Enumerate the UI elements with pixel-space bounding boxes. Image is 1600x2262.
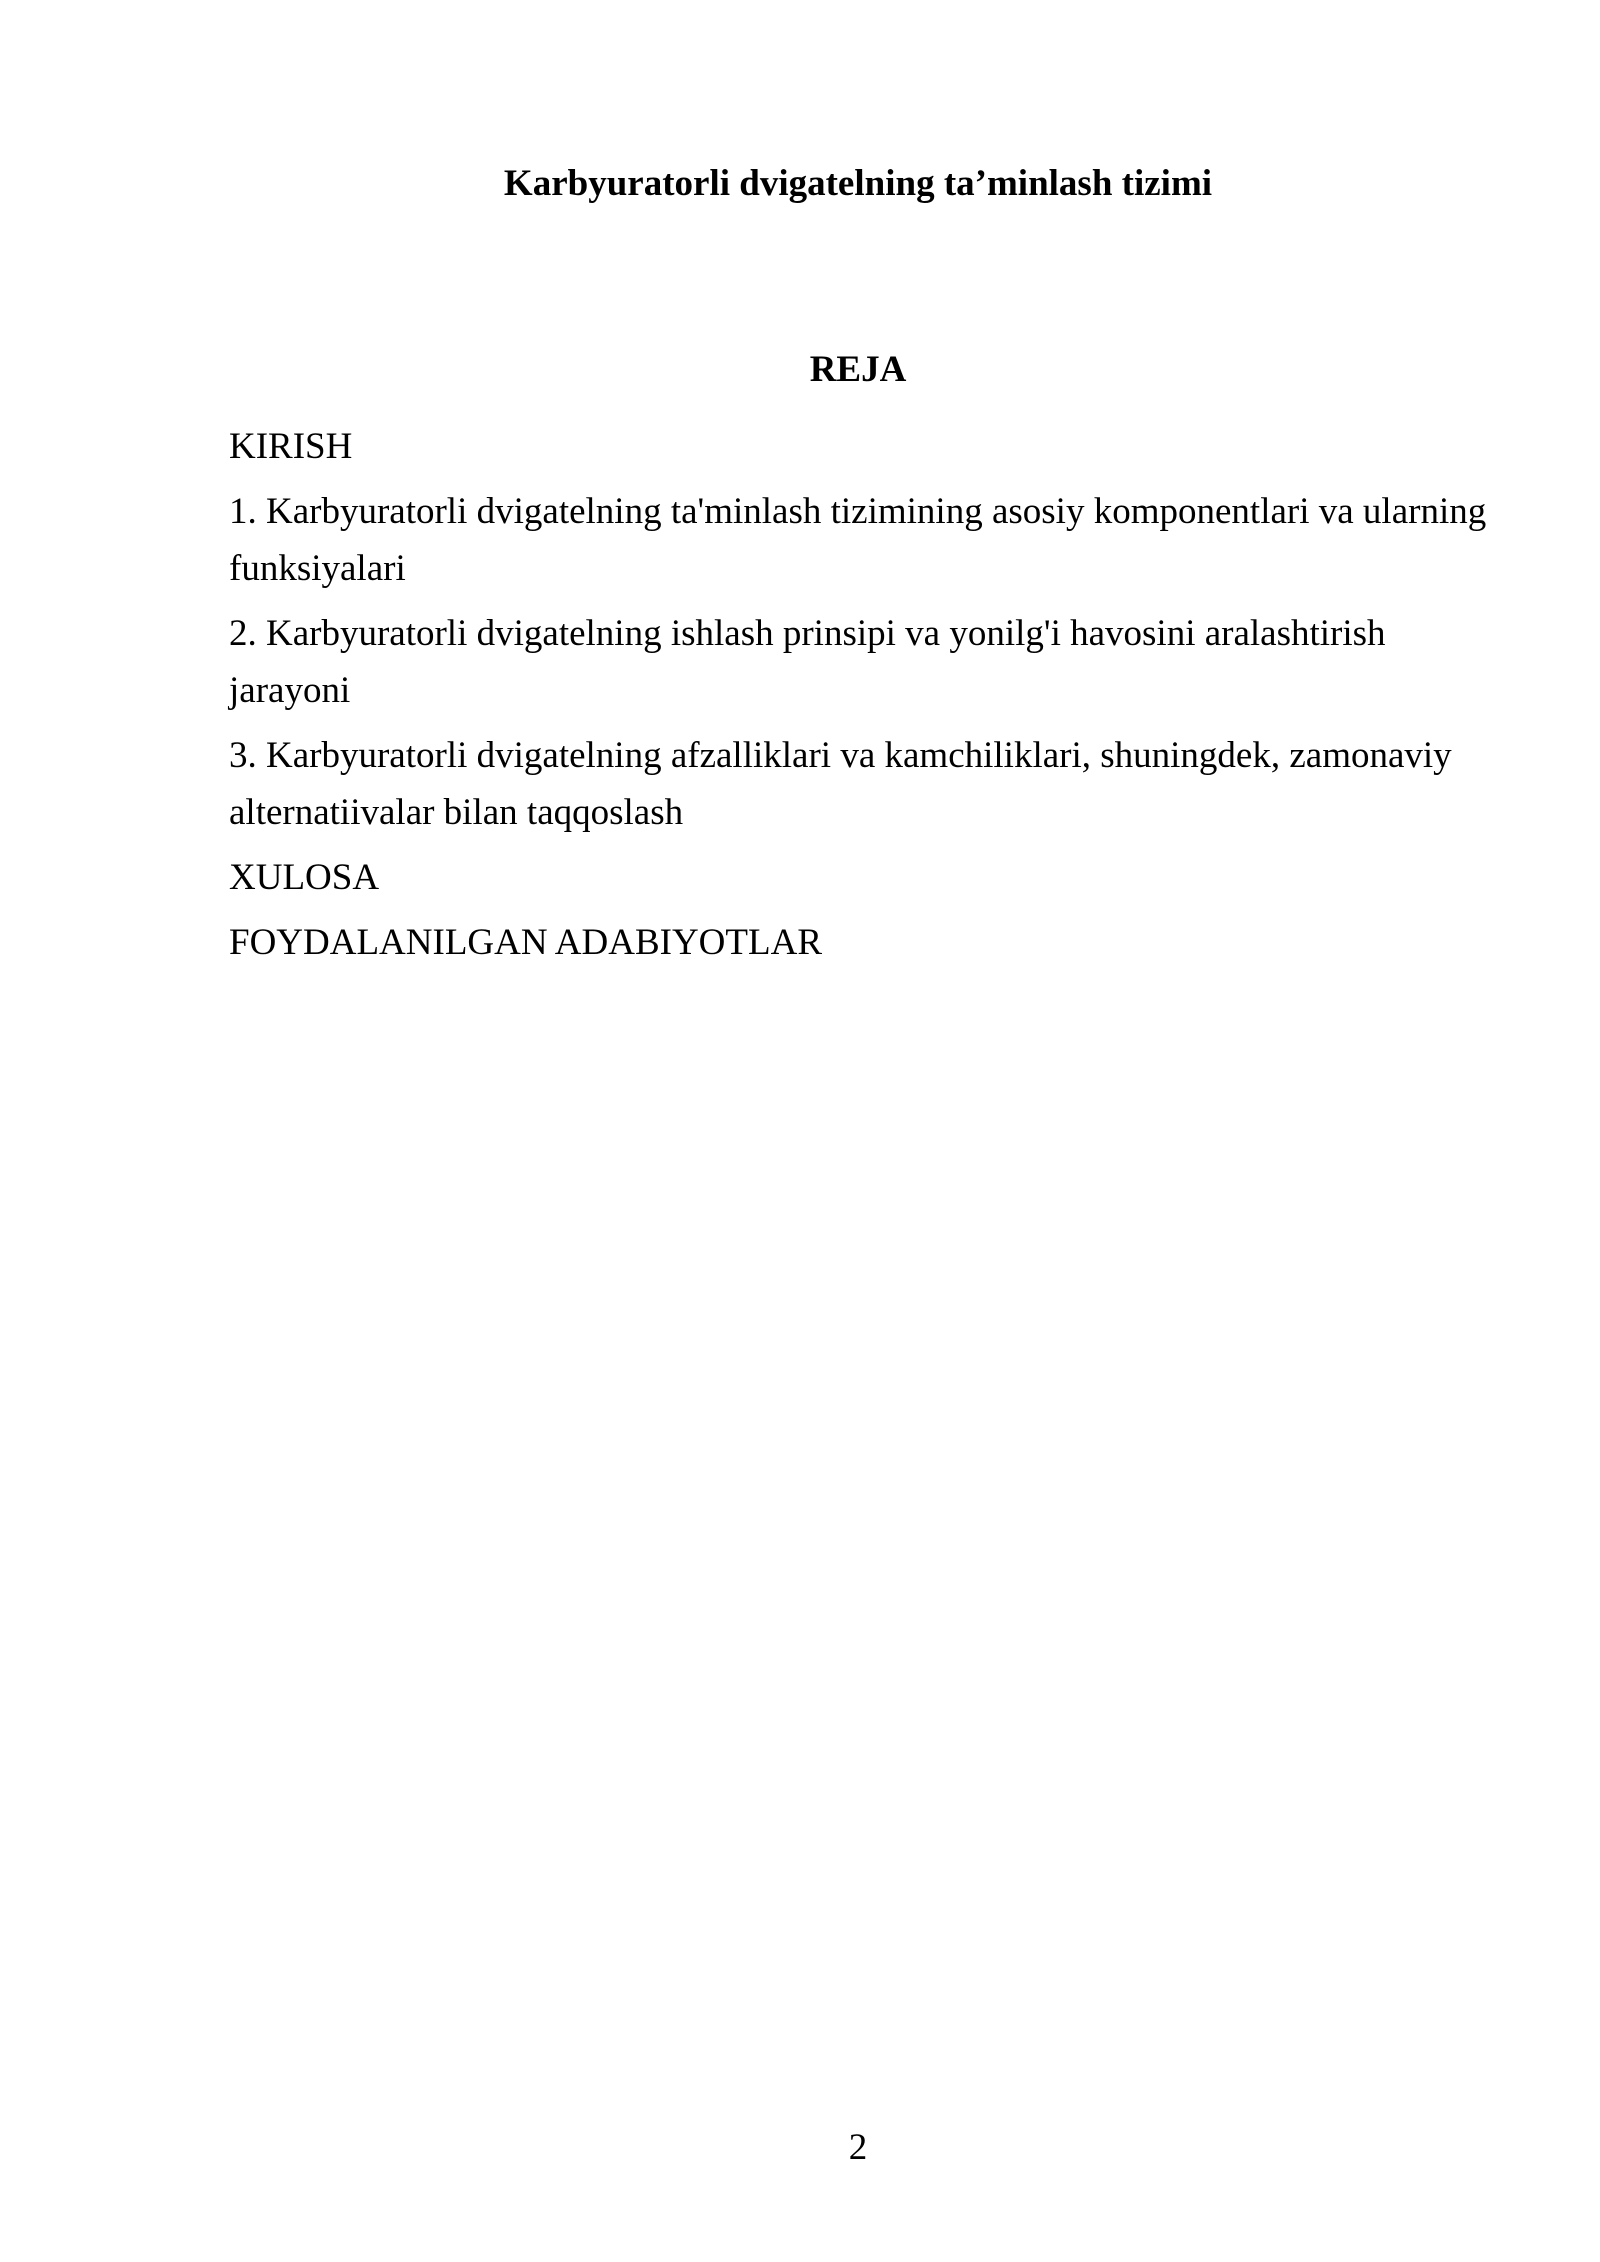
plan-item-introduction: KIRISH	[229, 426, 353, 467]
document-title: Karbyuratorli dvigatelning ta’minlash tizimi	[503, 163, 1213, 204]
plan-item-3: 3. Karbyuratorli dvigatelning afzalliklari va kamchiliklari, shuningdek, zamonaviy alternatiivalar bilan taqqoslash	[229, 735, 1452, 833]
plan-item-references: FOYDALANILGAN ADABIYOTLAR	[229, 922, 822, 963]
plan-item-1: 1. Karbyuratorli dvigatelning ta'minlash tizimining asosiy komponentlari va ularning funksiyalari	[229, 491, 1487, 589]
plan-item-conclusion: XULOSA	[229, 857, 380, 898]
plan-heading: REJA	[809, 349, 907, 390]
plan-list	[229, 418, 1491, 979]
page-number: 2	[848, 2127, 868, 2168]
plan-item-2: 2. Karbyuratorli dvigatelning ishlash prinsipi va yonilg'i havosini aralashtirish jarayoni	[229, 613, 1386, 711]
